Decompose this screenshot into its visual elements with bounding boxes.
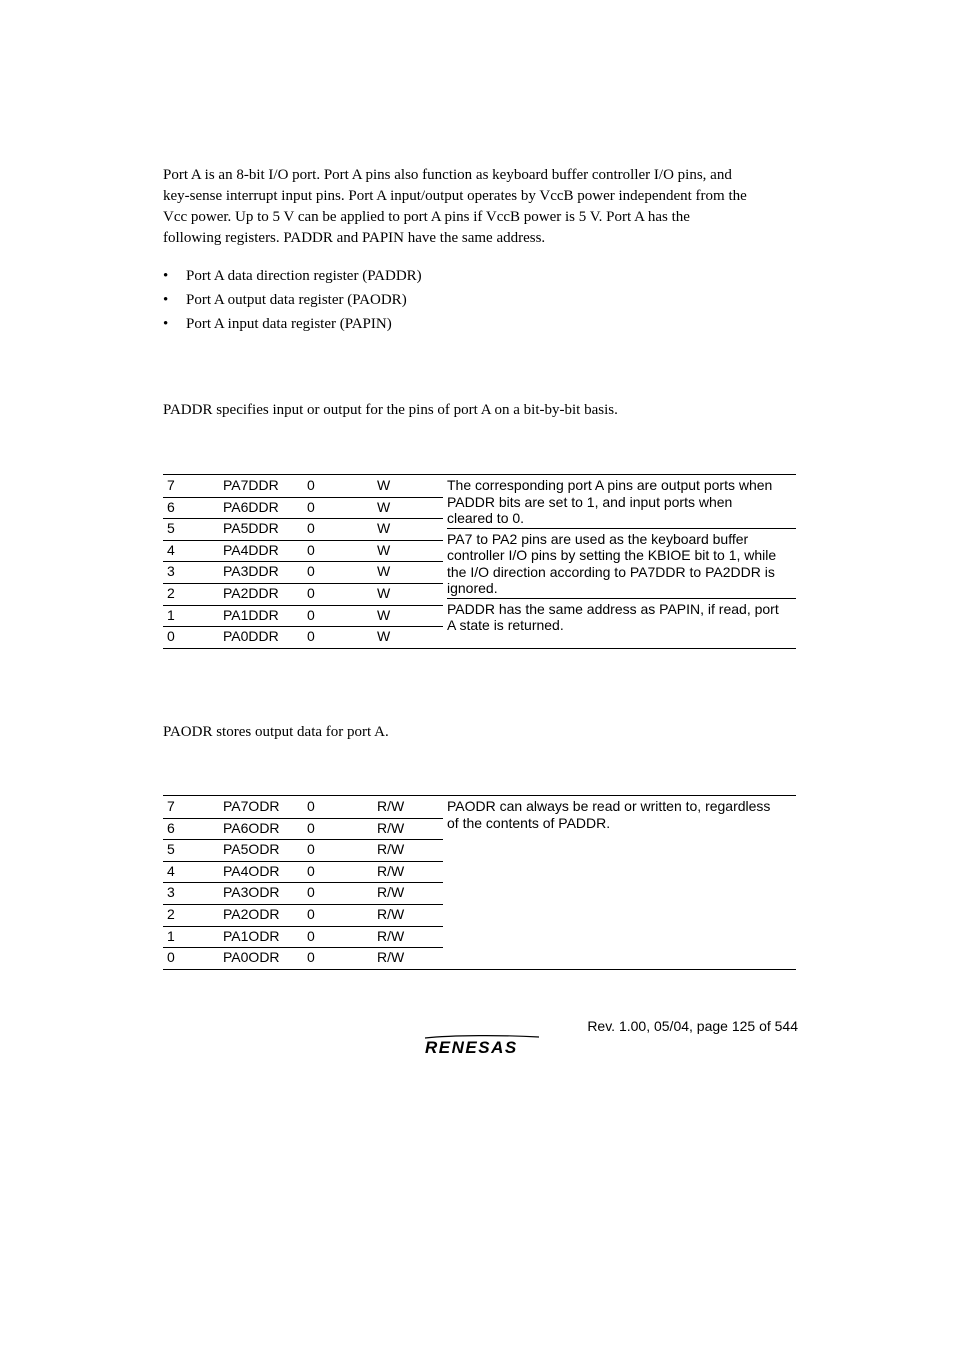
bit-cell: 3 [167, 563, 175, 580]
intro-line: following registers. PADDR and PAPIN have the same address. [163, 230, 546, 246]
bit-name-cell: PA4DDR [223, 541, 279, 558]
table-row [163, 882, 796, 904]
rw-cell: W [377, 498, 391, 515]
bit-name-cell: PA0ODR [223, 949, 280, 966]
bit-cell: 2 [167, 584, 175, 601]
initial-value-cell: 0 [307, 520, 315, 537]
bit-name-cell: PA2ODR [223, 905, 280, 922]
paddr-table [163, 474, 796, 649]
initial-value-cell: 0 [307, 927, 315, 944]
description-block: PA7 to PA2 pins are used as the keyboard buffer controller I/O pins by setting the KBIOE bit to 1, while the I/O direction according to PA7DDR to PA2DDR is ignored. [447, 529, 796, 599]
rw-cell: R/W [377, 884, 405, 901]
bit-cell: 0 [167, 628, 175, 645]
table-row [163, 839, 796, 861]
initial-value-cell: 0 [307, 884, 315, 901]
bit-cell: 3 [167, 884, 175, 901]
bit-name-cell: PA6ODR [223, 819, 280, 836]
rw-cell: W [377, 563, 391, 580]
bullet-icon: • [163, 316, 169, 332]
bullet-icon: • [163, 268, 169, 284]
bit-name-cell: PA3DDR [223, 563, 279, 580]
description-block: PAODR can always be read or written to, regardless of the contents of PADDR. [447, 798, 771, 831]
intro-line: Port A is an 8-bit I/O port. Port A pins also function as keyboard buffer controller I/O pins, and [163, 167, 732, 183]
rw-cell: W [377, 628, 391, 645]
svg-text:RENESAS: RENESAS [425, 1038, 518, 1056]
paodr-table [163, 795, 796, 970]
rw-cell: R/W [377, 819, 405, 836]
table-row [163, 947, 796, 969]
intro-line: key-sense interrupt input pins. Port A input/output operates by VccB power independent from the [163, 188, 747, 204]
paodr-table-description [447, 796, 796, 832]
bit-name-cell: PA1ODR [223, 927, 280, 944]
bit-name-cell: PA7DDR [223, 477, 279, 493]
rw-cell: R/W [377, 798, 405, 814]
rw-cell: W [377, 520, 391, 537]
bit-cell: 7 [167, 477, 175, 493]
initial-value-cell: 0 [307, 606, 315, 623]
bit-name-cell: PA2DDR [223, 584, 279, 601]
rw-cell: R/W [377, 927, 405, 944]
bit-cell: 6 [167, 498, 175, 515]
table-row [163, 904, 796, 926]
bit-name-cell: PA6DDR [223, 498, 279, 515]
bit-cell: 0 [167, 949, 175, 966]
paddr-table-description [447, 475, 796, 635]
bit-cell: 2 [167, 905, 175, 922]
bit-cell: 4 [167, 541, 175, 558]
initial-value-cell: 0 [307, 862, 315, 879]
table-row [163, 861, 796, 883]
initial-value-cell: 0 [307, 819, 315, 836]
bullet-icon: • [163, 292, 169, 308]
bit-cell: 4 [167, 862, 175, 879]
bit-cell: 1 [167, 606, 175, 623]
initial-value-cell: 0 [307, 563, 315, 580]
rw-cell: R/W [377, 862, 405, 879]
initial-value-cell: 0 [307, 541, 315, 558]
table-row [163, 926, 796, 948]
bit-name-cell: PA7ODR [223, 798, 280, 814]
rw-cell: W [377, 477, 391, 493]
register-list [163, 266, 803, 338]
paddr-description: PADDR specifies input or output for the pins of port A on a bit-by-bit basis. [163, 402, 618, 418]
bit-cell: 5 [167, 841, 175, 858]
bit-cell: 5 [167, 520, 175, 537]
bit-name-cell: PA3ODR [223, 884, 280, 901]
renesas-logo [423, 1034, 541, 1061]
rw-cell: W [377, 606, 391, 623]
paodr-description: PAODR stores output data for port A. [163, 724, 389, 740]
bit-cell: 1 [167, 927, 175, 944]
description-block: The corresponding port A pins are output ports when PADDR bits are set to 1, and input ports when cleared to 0. [447, 475, 796, 529]
rw-cell: R/W [377, 949, 405, 966]
bit-name-cell: PA5ODR [223, 841, 280, 858]
description-block: PADDR has the same address as PAPIN, if read, port A state is returned. [447, 600, 779, 633]
bit-name-cell: PA0DDR [223, 628, 279, 645]
bit-cell: 6 [167, 819, 175, 836]
initial-value-cell: 0 [307, 628, 315, 645]
initial-value-cell: 0 [307, 905, 315, 922]
bit-name-cell: PA5DDR [223, 520, 279, 537]
intro-paragraph [163, 165, 803, 249]
intro-line: Vcc power. Up to 5 V can be applied to port A pins if VccB power is 5 V. Port A has the [163, 209, 690, 225]
initial-value-cell: 0 [307, 477, 315, 493]
bit-name-cell: PA4ODR [223, 862, 280, 879]
rw-cell: R/W [377, 905, 405, 922]
initial-value-cell: 0 [307, 498, 315, 515]
initial-value-cell: 0 [307, 798, 315, 814]
rw-cell: W [377, 584, 391, 601]
rw-cell: R/W [377, 841, 405, 858]
rw-cell: W [377, 541, 391, 558]
renesas-logo-icon [423, 1034, 541, 1056]
list-item: • Port A output data register (PAODR) [163, 290, 803, 314]
list-item: • Port A data direction register (PADDR) [163, 266, 803, 290]
bit-name-cell: PA1DDR [223, 606, 279, 623]
initial-value-cell: 0 [307, 584, 315, 601]
list-item: • Port A input data register (PAPIN) [163, 314, 803, 338]
bit-cell: 7 [167, 798, 175, 814]
page-info: Rev. 1.00, 05/04, page 125 of 544 [587, 1018, 798, 1034]
initial-value-cell: 0 [307, 949, 315, 966]
initial-value-cell: 0 [307, 841, 315, 858]
